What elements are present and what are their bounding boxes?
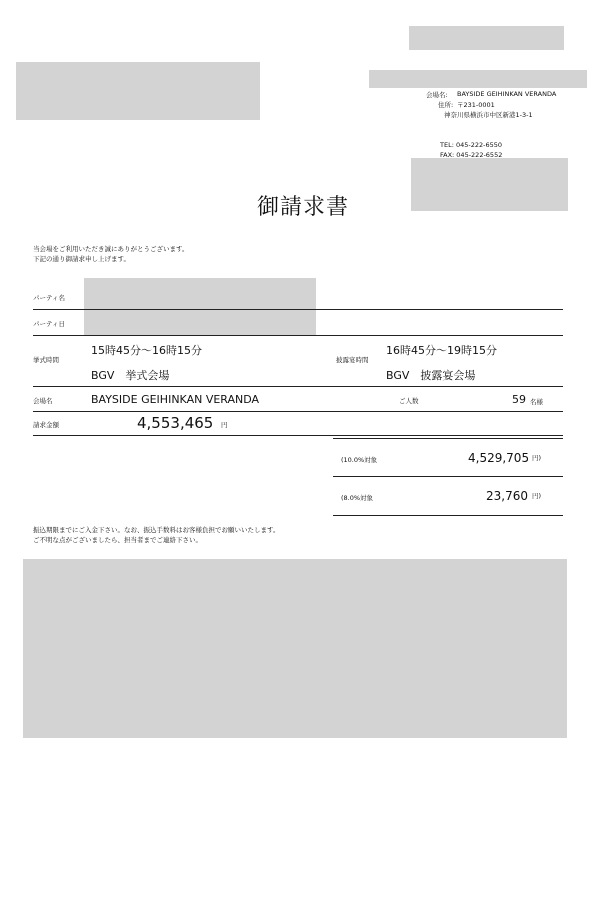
- greeting-line-1: 当会場をご利用いただき誠にありがとうございます。: [33, 245, 189, 253]
- payment-note-1: 振込期限までにご入金下さい。なお、振込手数料はお客様負担でお願いいたします。: [33, 526, 280, 534]
- tax-8-label: (8.0%対象: [341, 494, 374, 502]
- rule-venue: [33, 411, 563, 412]
- tax-8-unit: 円): [532, 492, 542, 500]
- redacted-block-top-left: [16, 62, 260, 120]
- rule-tax-top-1: [333, 438, 563, 439]
- fax: FAX: 045-222-6552: [440, 151, 503, 159]
- guests-value: 59: [512, 393, 526, 406]
- address: 神奈川県横浜市中区新港1-3-1: [444, 111, 533, 119]
- total-label: 請求金額: [33, 421, 59, 429]
- greeting-line-2: 下記の通り御請求申し上げます。: [33, 255, 130, 263]
- redacted-party-info: [84, 278, 316, 335]
- guests-unit: 名様: [530, 398, 543, 406]
- reception-place: BGV 披露宴会場: [386, 369, 476, 382]
- rule-party-date: [33, 335, 563, 336]
- venue-info-name: BAYSIDE GEIHINKAN VERANDA: [457, 90, 557, 98]
- total-unit: 円: [221, 421, 228, 429]
- rule-total: [33, 435, 563, 436]
- rule-tax-mid: [333, 476, 563, 477]
- redacted-block-stamp: [411, 158, 568, 211]
- total-amount: 4,553,465: [137, 414, 214, 432]
- tax-10-label: (10.0%対象: [341, 456, 378, 464]
- address-label: 住所:: [438, 101, 454, 109]
- rule-tax-bottom: [333, 515, 563, 516]
- guests-label: ご人数: [399, 397, 419, 405]
- rule-party-name: [33, 309, 563, 310]
- party-date-label: パーティ日: [33, 320, 65, 328]
- ceremony-place: BGV 挙式会場: [91, 369, 170, 382]
- ceremony-time-label: 挙式時間: [33, 356, 59, 364]
- document-title: 御請求書: [257, 195, 350, 220]
- venue-info-label: 会場名:: [426, 91, 448, 99]
- tax-8-amount: 23,760: [486, 489, 528, 503]
- postal-code: 〒231-0001: [457, 101, 495, 109]
- venue-row-value: BAYSIDE GEIHINKAN VERANDA: [91, 393, 260, 406]
- ceremony-time: 15時45分～16時15分: [91, 344, 202, 357]
- redacted-block-bottom: [23, 559, 567, 738]
- payment-note-2: ご不明な点がございましたら、担当者までご連絡下さい。: [33, 536, 202, 544]
- tax-10-unit: 円): [532, 454, 542, 462]
- venue-row-label: 会場名: [33, 397, 53, 405]
- tax-10-amount: 4,529,705: [468, 451, 530, 465]
- redacted-block-header-line: [369, 70, 587, 88]
- rule-times: [33, 386, 563, 387]
- redacted-block-top-right: [409, 26, 564, 50]
- reception-time: 16時45分～19時15分: [386, 344, 497, 357]
- tel: TEL: 045-222-6550: [440, 141, 503, 149]
- reception-time-label: 披露宴時間: [336, 356, 369, 364]
- party-name-label: パーティ名: [33, 294, 65, 302]
